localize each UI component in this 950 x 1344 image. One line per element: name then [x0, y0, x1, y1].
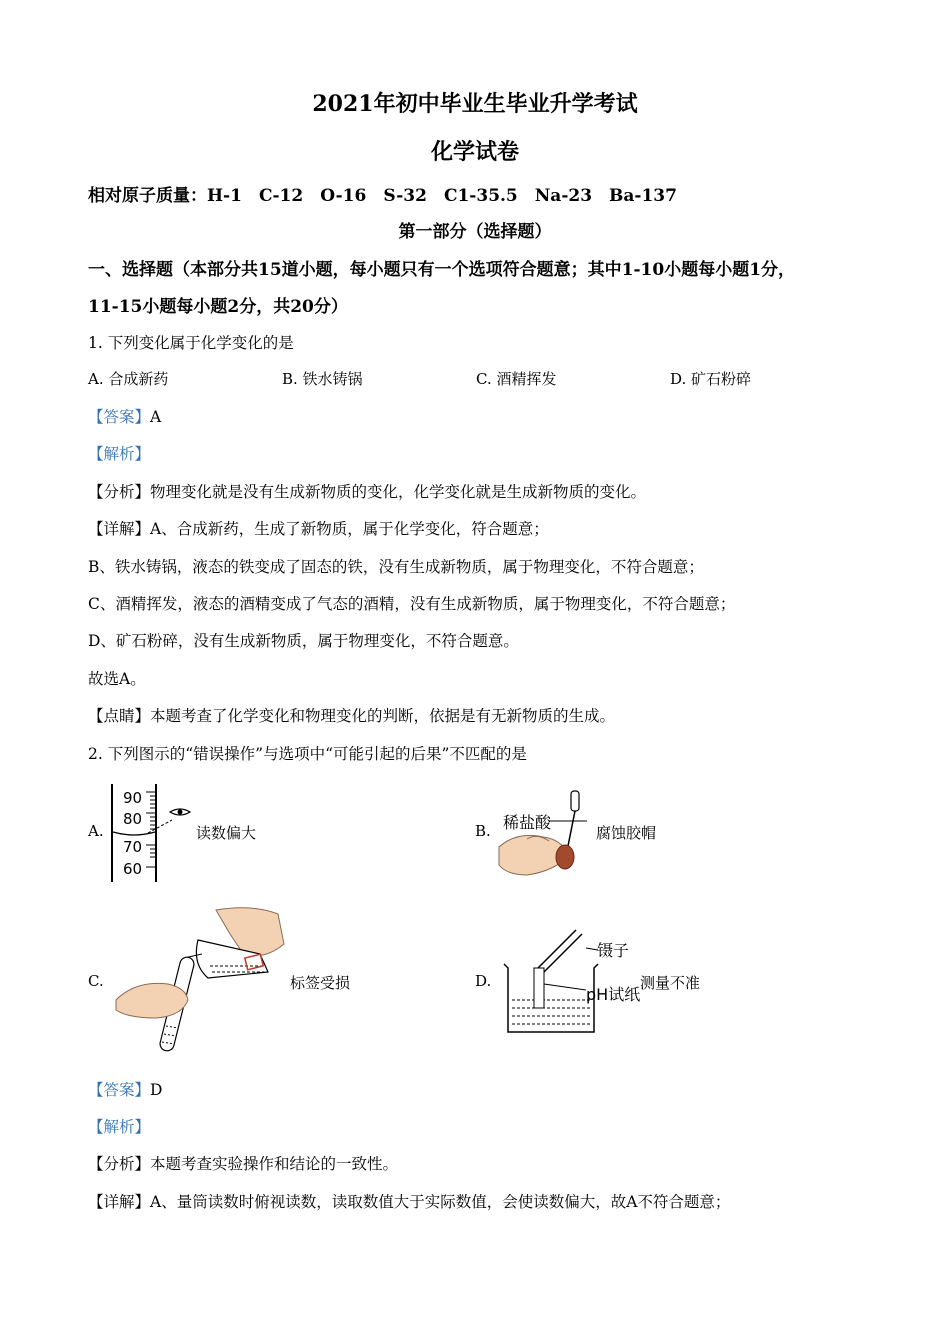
q2-stem: 2. 下列图示的“错误操作”与选项中“可能引起的后果”不匹配的是 — [88, 745, 527, 763]
q2-option-a-result: 读数偏大 — [196, 824, 257, 842]
q1-analysis-tag: 【解析】 — [88, 445, 151, 463]
part-title: 第一部分（选择题） — [398, 222, 552, 242]
q2-analysis-tag: 【解析】 — [88, 1118, 151, 1136]
exam-title: 2021年初中毕业生毕业升学考试 — [312, 91, 638, 117]
q2-answer-tag: 【答案】 — [88, 1081, 151, 1099]
section-heading-line1: 一、选择题（本部分共15道小题，每小题只有一个选项符合题意；其中1-10小题每小题1分， — [88, 260, 796, 280]
q2-fenxi: 本题考查实验操作和结论的一致性。 — [150, 1155, 399, 1173]
cylinder-tick-70: 70 — [123, 838, 143, 856]
q2-option-c-result: 标签受损 — [290, 974, 351, 992]
q1-answer-tag: 【答案】 — [88, 408, 151, 426]
dropper-hand-figure — [497, 785, 595, 885]
ph-paper-label: pH试纸 — [586, 985, 641, 1004]
graduated-cylinder-figure — [108, 782, 198, 886]
q1-fenxi: 物理变化就是没有生成新物质的变化，化学变化就是生成新物质的变化。 — [150, 483, 647, 501]
q2-xiangjie: A、量筒读数时俯视读数，读取数值大于实际数值，会使读数偏大，故A不符合题意； — [150, 1193, 731, 1211]
q2-option-a-letter: A. — [88, 822, 104, 840]
cylinder-tick-80: 80 — [123, 810, 143, 828]
q1-option-c: C. 酒精挥发 — [476, 370, 557, 388]
q1-xiangjie: A、合成新药，生成了新物质，属于化学变化，符合题意； — [150, 520, 549, 538]
q2-option-d-letter: D. — [475, 972, 492, 990]
q1-fenxi-line — [88, 480, 646, 502]
q1-dianjing: 本题考查了化学变化和物理变化的判断，依据是有无新物质的生成。 — [150, 707, 616, 725]
q1-dianjing-line — [88, 704, 615, 726]
q1-answer: A — [150, 408, 162, 426]
q1-stem: 1. 下列变化属于化学变化的是 — [88, 334, 294, 352]
q2-fenxi-line — [88, 1152, 398, 1174]
q2-option-b-result: 腐蚀胶帽 — [596, 824, 657, 842]
q1-xiangjie-line — [88, 517, 549, 539]
atomic-masses: 相对原子质量：H-1 C-12 O-16 S-32 C1-35.5 Na-23 Ba-137 — [88, 186, 677, 206]
q2-answer-line — [88, 1078, 162, 1100]
pouring-liquid-figure — [112, 904, 292, 1060]
acid-label: 稀盐酸 — [503, 813, 552, 832]
q1-option-a: A. 合成新药 — [88, 370, 169, 388]
q2-option-b-letter: B. — [475, 822, 491, 840]
q1-xiangjie-tag: 【详解】 — [88, 520, 151, 538]
q2-answer: D — [150, 1081, 163, 1099]
exam-subtitle: 化学试卷 — [430, 139, 519, 165]
q1-dianjing-tag: 【点睛】 — [88, 707, 151, 725]
section-heading-line2: 11-15小题每小题2分，共20分） — [88, 297, 348, 317]
q1-option-d: D. 矿石粉碎 — [670, 370, 752, 388]
q2-option-d-result: 测量不准 — [640, 974, 701, 992]
q2-option-c-letter: C. — [88, 972, 104, 990]
q2-fenxi-tag: 【分析】 — [88, 1155, 151, 1173]
q1-choose: 故选A。 — [88, 670, 146, 688]
q1-line-c: C、酒精挥发，液态的酒精变成了气态的酒精，没有生成新物质，属于物理变化，不符合题意； — [88, 595, 736, 613]
q1-fenxi-tag: 【分析】 — [88, 483, 151, 501]
cylinder-tick-60: 60 — [123, 860, 143, 878]
q1-line-b: B、铁水铸锅，液态的铁变成了固态的铁，没有生成新物质，属于物理变化，不符合题意； — [88, 558, 704, 576]
q1-option-b: B. 铁水铸锅 — [282, 370, 363, 388]
q2-xiangjie-tag: 【详解】 — [88, 1193, 151, 1211]
tweezers-label: 镊子 — [597, 941, 630, 960]
q1-line-d: D、矿石粉碎，没有生成新物质，属于物理变化，不符合题意。 — [88, 632, 519, 650]
cylinder-tick-90: 90 — [123, 789, 143, 807]
q2-xiangjie-line — [88, 1190, 730, 1212]
q1-answer-line — [88, 405, 161, 427]
